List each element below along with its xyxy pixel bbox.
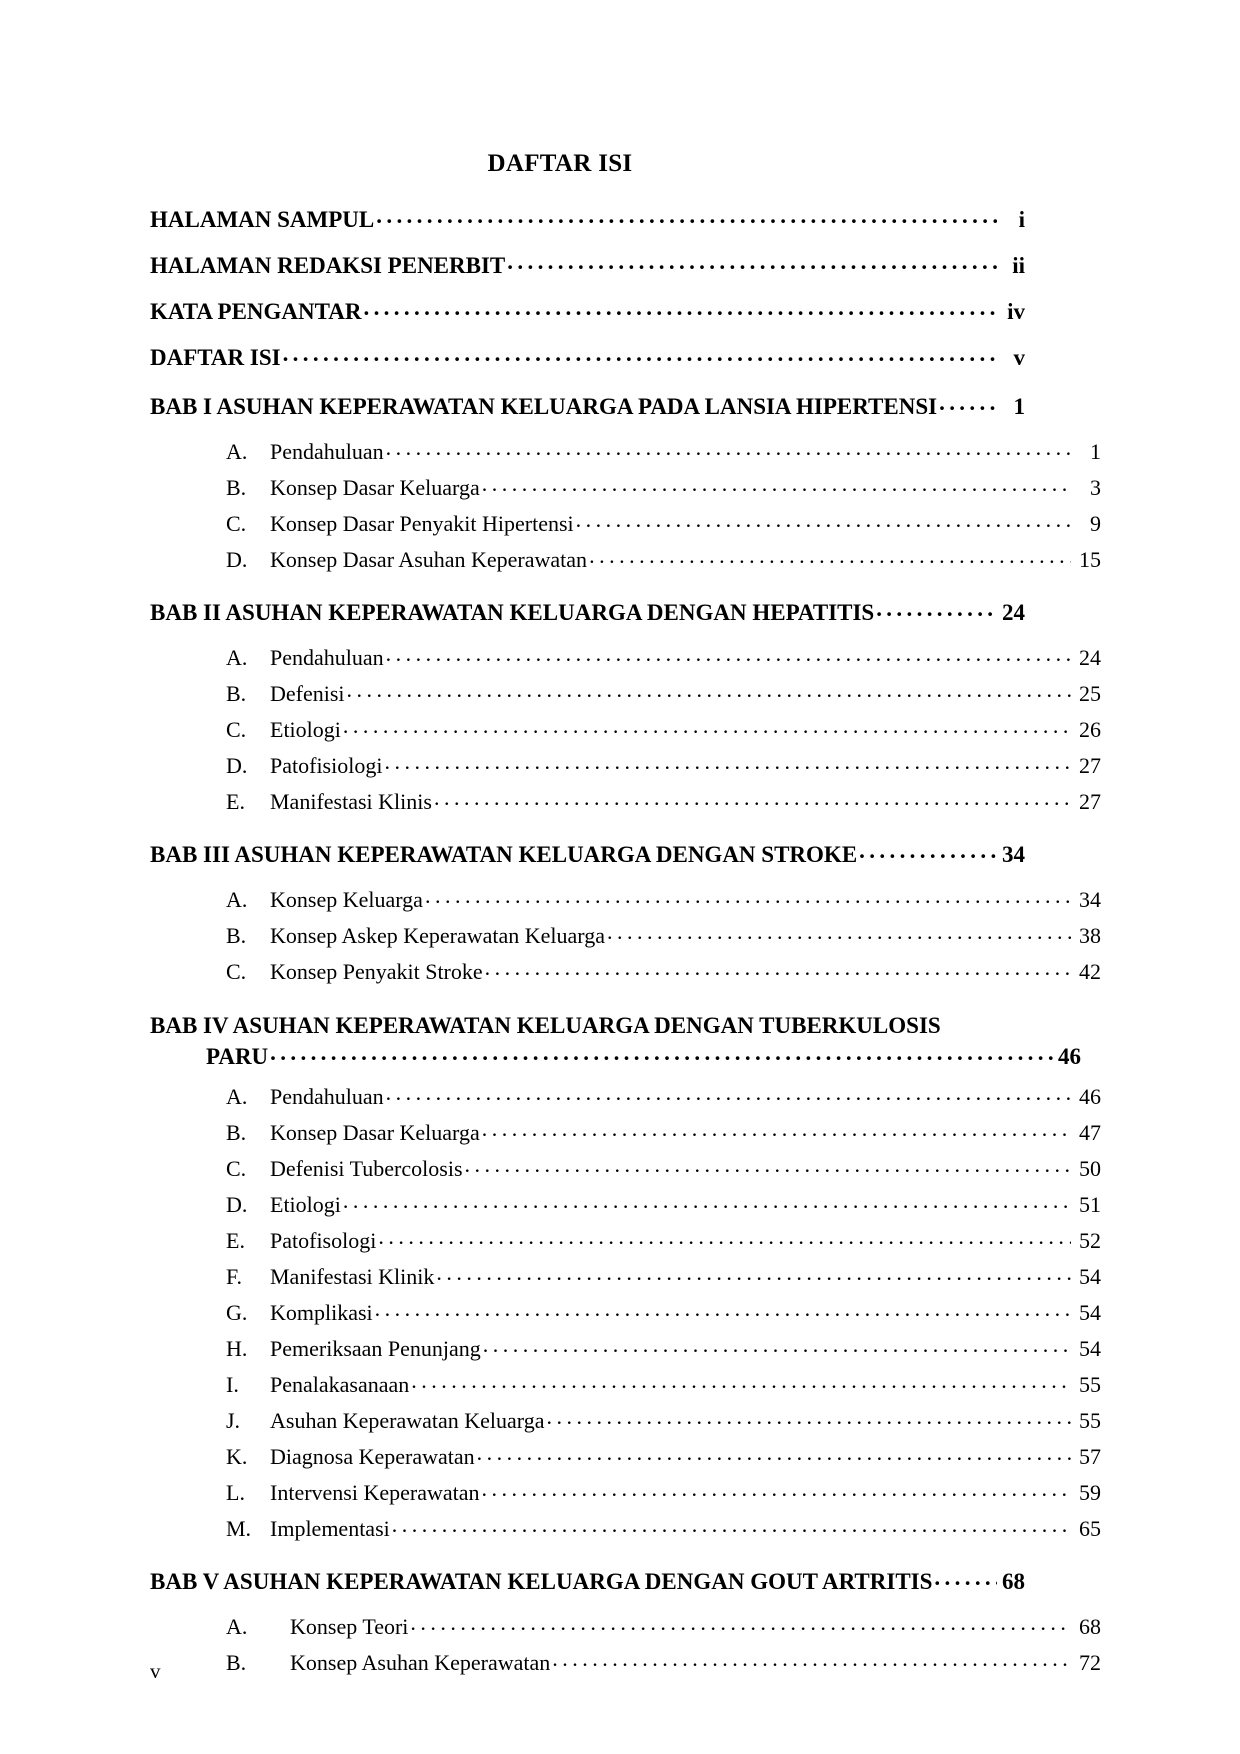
subentry-label: Konsep Dasar Asuhan Keperawatan (270, 547, 588, 572)
chapter-heading-label: BAB III ASUHAN KEPERAWATAN KELUARGA DENGAN STROKE (150, 842, 858, 867)
dot-leader (434, 787, 1071, 809)
subentry-label: Konsep Teori (290, 1614, 409, 1639)
dot-leader (552, 1648, 1071, 1670)
toc-subentry[interactable] (150, 1518, 1101, 1540)
toc-subentry[interactable] (150, 683, 1101, 705)
subentry-label: Konsep Keluarga (270, 887, 423, 912)
chapter-heading-bab-iv-line1[interactable]: BAB IV ASUHAN KEPERAWATAN KELUARGA DENGAN TUBERKULOSIS (150, 1013, 941, 1038)
dot-leader (939, 391, 997, 414)
subentry-page: 27 (1079, 753, 1101, 778)
subentry-page: 42 (1079, 959, 1101, 984)
chapter-heading-label: BAB I ASUHAN KEPERAWATAN KELUARGA PADA LANSIA HIPERTENSI (150, 394, 938, 419)
subentry-marker: D. (226, 753, 248, 778)
dot-leader (384, 751, 1071, 773)
subentry-label: Intervensi Keperawatan (270, 1480, 480, 1505)
dot-leader (465, 1154, 1072, 1176)
chapter-bab-v (150, 1569, 1101, 1675)
toc-subentry[interactable] (150, 755, 1101, 777)
toc-entry-page: ii (1012, 253, 1025, 278)
dot-leader (483, 1334, 1071, 1356)
subentry-marker: A. (226, 1084, 248, 1109)
toc-subentry[interactable] (150, 1230, 1101, 1252)
dot-leader (283, 342, 997, 365)
toc-subentry[interactable] (150, 1446, 1101, 1468)
dot-leader (386, 1082, 1071, 1104)
subentry-marker: C. (226, 1156, 247, 1181)
chapter-heading-bab-i[interactable] (150, 395, 1025, 418)
chapter-heading-page: 24 (1002, 600, 1025, 625)
footer-page-number: v (150, 1659, 161, 1683)
subentry-page: 57 (1079, 1444, 1101, 1469)
chapter-heading-bab-iv-line2[interactable] (150, 1045, 1081, 1068)
toc-subentry[interactable] (150, 477, 1101, 499)
subentry-page: 72 (1079, 1650, 1101, 1675)
toc-entry-page: iv (1007, 299, 1025, 324)
toc-subentry[interactable] (150, 647, 1101, 669)
subentry-page: 54 (1079, 1336, 1101, 1361)
subentry-marker: E. (226, 789, 245, 814)
subentry-marker: H. (226, 1336, 248, 1361)
chapter-heading-label: BAB V ASUHAN KEPERAWATAN KELUARGA DENGAN GOUT ARTRITIS (150, 1569, 933, 1594)
toc-subentry[interactable] (150, 1374, 1101, 1396)
subentry-marker: C. (226, 959, 247, 984)
toc-entry-label: HALAMAN REDAKSI PENERBIT (150, 253, 506, 278)
subentry-marker: D. (226, 547, 248, 572)
dot-leader (410, 1612, 1071, 1634)
subentry-marker: C. (226, 511, 247, 536)
dot-leader (876, 597, 997, 620)
toc-entry-daftar-isi[interactable] (150, 346, 1025, 369)
dot-leader (363, 296, 997, 319)
dot-leader (607, 921, 1071, 943)
chapter-bab-i (150, 394, 1101, 572)
subentry-marker: B. (226, 1650, 247, 1675)
subentry-marker: A. (226, 1614, 248, 1639)
dot-leader (347, 679, 1071, 701)
toc-subentry[interactable] (150, 719, 1101, 741)
subentry-label: Konsep Dasar Keluarga (270, 475, 480, 500)
dot-leader (376, 204, 997, 227)
subentry-label: Konsep Penyakit Stroke (270, 959, 483, 984)
subentry-marker: A. (226, 645, 248, 670)
subentry-page: 54 (1079, 1264, 1101, 1289)
subentry-label: Penalakasanaan (270, 1372, 410, 1397)
subentry-label: Pendahuluan (270, 439, 384, 464)
toc-subentry[interactable] (150, 1482, 1101, 1504)
toc-entry-label: HALAMAN SAMPUL (150, 207, 375, 232)
toc-entry-halaman-sampul[interactable] (150, 208, 1025, 231)
dot-leader (482, 1118, 1071, 1140)
subentry-page: 26 (1079, 717, 1101, 742)
subentry-label: Patofisologi (270, 1228, 377, 1253)
toc-subentry[interactable] (150, 1652, 1101, 1674)
dot-leader (507, 250, 997, 273)
subentry-label: Pendahuluan (270, 645, 384, 670)
dot-leader (392, 1514, 1071, 1536)
dot-leader (343, 1190, 1071, 1212)
chapter-heading-page: 1 (1013, 394, 1025, 419)
chapter-heading-page: 46 (1058, 1044, 1081, 1069)
toc-subentry[interactable] (150, 1086, 1101, 1108)
toc-subentry[interactable] (150, 791, 1101, 813)
dot-leader (482, 473, 1071, 495)
subentry-marker: C. (226, 717, 247, 742)
dot-leader (386, 643, 1071, 665)
toc-subentry[interactable] (150, 925, 1101, 947)
dot-leader (343, 715, 1071, 737)
dot-leader (425, 885, 1071, 907)
subentry-marker: I. (226, 1372, 239, 1397)
chapter-heading-page: 68 (1002, 1569, 1025, 1594)
toc-subentry[interactable] (150, 1616, 1101, 1638)
dot-leader (485, 957, 1071, 979)
subentry-label: Defenisi Tubercolosis (270, 1156, 463, 1181)
subentry-page: 9 (1090, 511, 1101, 536)
subentry-page: 1 (1090, 439, 1101, 464)
subentry-page: 68 (1079, 1614, 1101, 1639)
chapter-heading-page: 34 (1002, 842, 1025, 867)
subentry-page: 27 (1079, 789, 1101, 814)
subentry-label: Etiologi (270, 717, 341, 742)
subentry-page: 51 (1079, 1192, 1101, 1217)
toc-subentry[interactable] (150, 889, 1101, 911)
subentry-marker: B. (226, 475, 247, 500)
chapter-heading-bab-iii[interactable] (150, 843, 1025, 866)
subentry-marker: K. (226, 1444, 248, 1469)
subentry-label: Manifestasi Klinis (270, 789, 432, 814)
toc-subentry[interactable] (150, 1194, 1101, 1216)
subentry-label: Patofisiologi (270, 753, 383, 778)
subentry-label: Manifestasi Klinik (270, 1264, 435, 1289)
page-title: DAFTAR ISI (487, 150, 633, 177)
toc-subentry[interactable] (150, 1122, 1101, 1144)
dot-leader (378, 1226, 1071, 1248)
toc-subentry[interactable] (150, 1266, 1101, 1288)
dot-leader (934, 1566, 997, 1589)
subentry-page: 55 (1079, 1408, 1101, 1433)
toc-subentry[interactable] (150, 961, 1101, 983)
chapter-heading-bab-ii[interactable] (150, 601, 1025, 624)
toc-entry-label: KATA PENGANTAR (150, 299, 362, 324)
subentry-marker: A. (226, 887, 248, 912)
dot-leader (589, 545, 1071, 567)
subentry-label: Pendahuluan (270, 1084, 384, 1109)
toc-entry-page: i (1018, 207, 1025, 232)
dot-leader (859, 839, 997, 862)
chapter-heading-bab-v[interactable] (150, 1570, 1025, 1593)
toc-entry-kata-pengantar[interactable] (150, 300, 1025, 323)
dot-leader (477, 1442, 1071, 1464)
subentry-page: 34 (1079, 887, 1101, 912)
chapter-bab-iv (150, 1013, 1101, 1541)
dot-leader (386, 437, 1071, 459)
subentry-page: 3 (1090, 475, 1101, 500)
subentry-marker: M. (226, 1516, 252, 1541)
subentry-marker: L. (226, 1480, 245, 1505)
subentry-label: Diagnosa Keperawatan (270, 1444, 475, 1469)
subentry-label: Implementasi (270, 1516, 390, 1541)
subentry-marker: J. (226, 1408, 241, 1433)
toc-entry-page: v (1013, 345, 1025, 370)
subentry-marker: D. (226, 1192, 248, 1217)
subentry-label: Konsep Asuhan Keperawatan (290, 1650, 551, 1675)
chapter-bab-ii (150, 600, 1101, 814)
subentry-page: 52 (1079, 1228, 1101, 1253)
subentry-page: 47 (1079, 1120, 1101, 1145)
subentry-page: 38 (1079, 923, 1101, 948)
dot-leader (482, 1478, 1071, 1500)
subentry-label: Komplikasi (270, 1300, 373, 1325)
subentry-marker: B. (226, 1120, 247, 1145)
subentry-label: Pemeriksaan Penunjang (270, 1336, 481, 1361)
subentry-marker: G. (226, 1300, 248, 1325)
chapter-heading-label: PARU (206, 1044, 269, 1069)
subentry-marker: F. (226, 1264, 242, 1289)
subentry-marker: B. (226, 681, 247, 706)
subentry-page: 46 (1079, 1084, 1101, 1109)
subentry-label: Konsep Dasar Keluarga (270, 1120, 480, 1145)
subentry-page: 55 (1079, 1372, 1101, 1397)
front-matter-list (150, 208, 1025, 369)
toc-subentry[interactable] (150, 1338, 1101, 1360)
subentry-marker: E. (226, 1228, 245, 1253)
subentry-page: 59 (1079, 1480, 1101, 1505)
dot-leader (546, 1406, 1071, 1428)
subentry-marker: A. (226, 439, 248, 464)
toc-subentry[interactable] (150, 1158, 1101, 1180)
dot-leader (576, 509, 1071, 531)
subentry-label: Etiologi (270, 1192, 341, 1217)
toc-entry-label: DAFTAR ISI (150, 345, 281, 370)
subentry-label: Konsep Dasar Penyakit Hipertensi (270, 511, 574, 536)
dot-leader (270, 1041, 1053, 1064)
subentry-page: 24 (1079, 645, 1101, 670)
subentry-marker: B. (226, 923, 247, 948)
toc-subentry[interactable] (150, 1410, 1101, 1432)
dot-leader (375, 1298, 1071, 1320)
subentry-label: Defenisi (270, 681, 345, 706)
toc-subentry[interactable] (150, 513, 1101, 535)
subentry-page: 50 (1079, 1156, 1101, 1181)
subentry-page: 15 (1079, 547, 1101, 572)
dot-leader (411, 1370, 1071, 1392)
subentry-page: 65 (1079, 1516, 1101, 1541)
subentry-page: 54 (1079, 1300, 1101, 1325)
toc-subentry[interactable] (150, 1302, 1101, 1324)
dot-leader (436, 1262, 1071, 1284)
chapter-heading-label: BAB II ASUHAN KEPERAWATAN KELUARGA DENGAN HEPATITIS (150, 600, 875, 625)
toc-subentry[interactable] (150, 441, 1101, 463)
subentry-page: 25 (1079, 681, 1101, 706)
subentry-label: Konsep Askep Keperawatan Keluarga (270, 923, 605, 948)
chapter-bab-iii (150, 842, 1101, 984)
toc-subentry[interactable] (150, 549, 1101, 571)
toc-entry-halaman-redaksi-penerbit[interactable] (150, 254, 1025, 277)
subentry-label: Asuhan Keperawatan Keluarga (270, 1408, 545, 1433)
